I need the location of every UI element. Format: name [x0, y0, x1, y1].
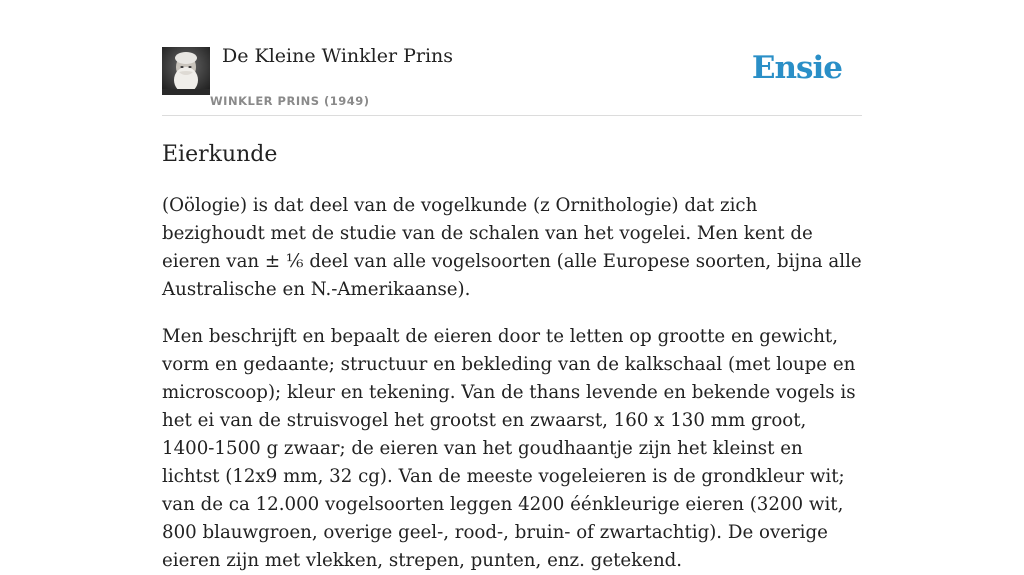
source-header: [162, 0, 862, 116]
avatar[interactable]: [162, 47, 210, 95]
entry-paragraph: Men beschrijft en bepaalt de eieren door te letten op grootte en gewicht, vorm en gedaante; structuur en bekleding van de kalkschaal (met loupe en microscoop); kleur en tekening. Van de thans levende en bekende vogels is het ei van de struisvogel het grootst en zwaarst, 160 x 130 mm groot, 1400-1500 g zwaar; de eieren van het goudhaantje zijn het kleinst en lichtst (12x9 mm, 32 cg). Van de meeste vogeleieren is de grondkleur wit; van de ca 12.000 vogelsoorten leggen 4200 éénkleurige eieren (3200 wit, 800 blauwgroen, overige geel-, rood-, bruin- of zwartachtig). De overige eieren zijn met vlekken, strepen, punten, enz. getekend.: [162, 326, 856, 571]
author-portrait-icon: [162, 47, 210, 95]
content-container: [162, 0, 862, 575]
entry-title: Eierkunde: [162, 142, 278, 167]
brand-logo[interactable]: Ensie: [751, 50, 842, 86]
source-title[interactable]: De Kleine Winkler Prins: [222, 45, 454, 67]
entry-paragraph: (Oölogie) is dat deel van de vogelkunde (z Ornithologie) dat zich bezighoudt met de studie van de schalen van het vogelei. Men kent de eieren van ± ⅙ deel van alle vogelsoorten (alle Europese soorten, bijna alle Australische en N.-Amerikaanse).: [162, 195, 862, 300]
source-subtitle[interactable]: WINKLER PRINS (1949): [210, 94, 370, 108]
